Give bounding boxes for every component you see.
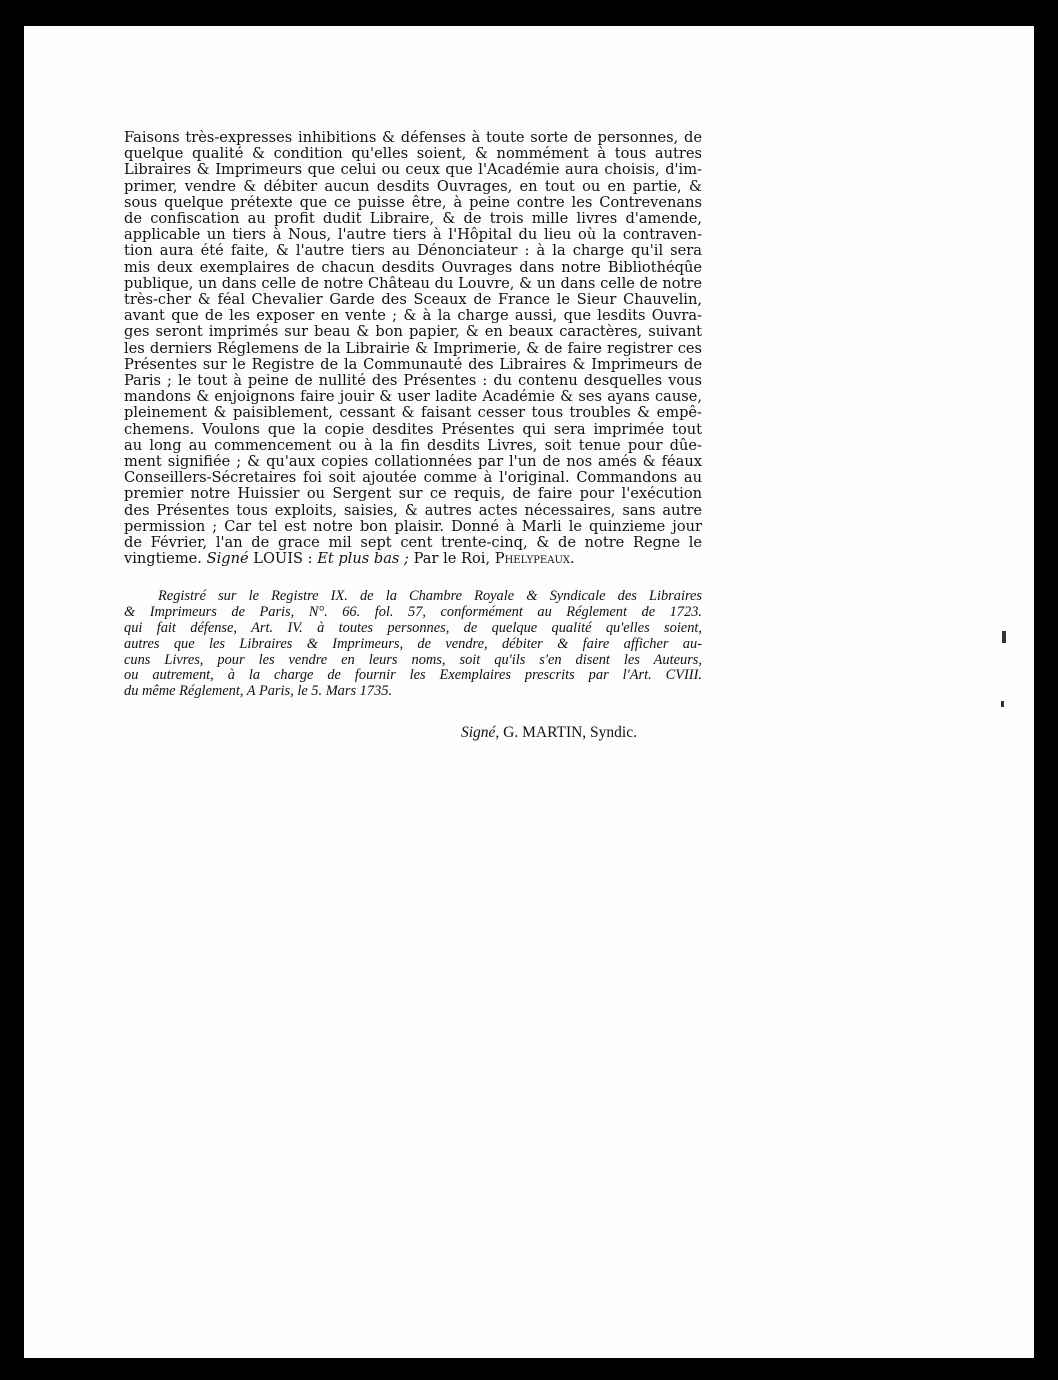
- margin-mark: [1002, 631, 1006, 643]
- closing-par-le-roi: Par le Roi,: [408, 551, 495, 568]
- registry-line: du même Réglement, A Paris, le 5. Mars 1735.: [124, 684, 393, 700]
- text-line: publique, un dans celle de notre Château du Louvre, & un dans celle de notre: [124, 275, 702, 292]
- text-line: ges seront imprimés sur beau & bon papier, & en beaux caractères, suivant: [124, 324, 702, 341]
- text-line: au long au commencement ou à la fin desdits Livres, soit tenue pour dûe-: [124, 437, 702, 454]
- signature-signe: Signé: [460, 724, 496, 742]
- text-line: premier notre Huissier ou Sergent sur ce requis, de faire pour l'exécution: [124, 486, 702, 503]
- registry-line: autres que les Libraires & Imprimeurs, de vendre, débiter & faire afficher au-: [124, 636, 702, 652]
- text-line: mandons & enjoignons faire jouir & user ladite Académie & ses ayans cause,: [124, 389, 702, 406]
- text-line: Conseillers-Sécretaires foi soit ajoutée comme à l'original. Commandons au: [124, 470, 702, 487]
- closing-line: [124, 551, 702, 567]
- privilege-text-block: [124, 130, 702, 742]
- text-line: les derniers Réglemens de la Librairie & Imprimerie, & de faire registrer ces: [124, 340, 702, 357]
- text-line: primer, vendre & débiter aucun desdits Ouvrages, en tout ou en partie, &: [124, 178, 702, 195]
- closing-et-plus-bas: Et plus bas ;: [317, 551, 409, 568]
- registry-line: ou autrement, à la charge de fournir les Exemplaires prescrits par l'Art. CVIII.: [124, 668, 702, 684]
- text-line: avant que de les exposer en vente ; & à la charge aussi, que lesdits Ouvra-: [124, 308, 702, 325]
- text-line: Libraires & Imprimeurs que celui ou ceux que l'Académie aura choisis, d'im-: [124, 162, 702, 179]
- text-line: tion aura été faite, & l'autre tiers au Dénonciateur : à la charge qu'il sera: [124, 243, 702, 260]
- text-line: permission ; Car tel est notre bon plaisir. Donné à Marli le quinzieme jour: [124, 518, 702, 535]
- text-line: des Présentes tous exploits, saisies, & autres actes nécessaires, sans autre: [124, 502, 702, 519]
- text-line: applicable un tiers à Nous, l'autre tiers à l'Hôpital du lieu où la contraven-: [124, 227, 702, 244]
- text-line: Faisons très-expresses inhibitions & défenses à toute sorte de personnes, de: [124, 130, 702, 146]
- closing-phelypeaux: Phelypeaux.: [494, 551, 575, 568]
- margin-mark: [1001, 701, 1004, 707]
- closing-louis: LOUIS :: [248, 551, 318, 568]
- text-line: de confiscation au profit dudit Libraire, & de trois mille livres d'amende,: [124, 211, 702, 228]
- text-line: Présentes sur le Registre de la Communauté des Libraires & Imprimeurs de: [124, 356, 702, 373]
- registry-line: qui fait défense, Art. IV. à toutes personnes, de quelque qualité qu'elles soient,: [124, 621, 702, 637]
- privilege-body: [124, 130, 702, 567]
- signature-name: , G. MARTIN, Syndic.: [495, 724, 637, 742]
- text-line: ment signifiée ; & qu'aux copies collationnées par l'un de nos amés & féaux: [124, 454, 702, 471]
- registry-note: [124, 589, 702, 700]
- closing-start: vingtieme.: [124, 551, 207, 568]
- closing-signe: Signé: [206, 551, 249, 568]
- text-line: mis deux exemplaires de chacun desdits Ouvrages dans notre Bibliothéqûe: [124, 259, 702, 276]
- text-line: pleinement & paisiblement, cessant & faisant cesser tous troubles & empê-: [124, 405, 702, 422]
- text-line: de Février, l'an de grace mil sept cent trente-cinq, & de notre Regne le: [124, 535, 702, 552]
- text-line: sous quelque prétexte que ce puisse être, à peine contre les Contrevenans: [124, 194, 702, 211]
- text-line: très-cher & féal Chevalier Garde des Sceaux de France le Sieur Chauvelin,: [124, 292, 702, 309]
- text-line: chemens. Voulons que la copie desdites Présentes qui sera imprimée tout: [124, 421, 702, 438]
- registry-line: cuns Livres, pour les vendre en leurs noms, soit qu'ils s'en disent les Auteurs,: [124, 652, 702, 668]
- registry-line: Registré sur le Registre IX. de la Chambre Royale & Syndicale des Libraires: [158, 589, 702, 605]
- text-line: quelque qualité & condition qu'elles soient, & nommément à tous autres: [124, 146, 702, 163]
- text-line: Paris ; le tout à peine de nullité des Présentes : du contenu desquelles vous: [124, 373, 702, 390]
- registry-line: & Imprimeurs de Paris, N°. 66. fol. 57, conformément au Réglement de 1723.: [124, 605, 702, 621]
- syndic-signature: [124, 724, 702, 742]
